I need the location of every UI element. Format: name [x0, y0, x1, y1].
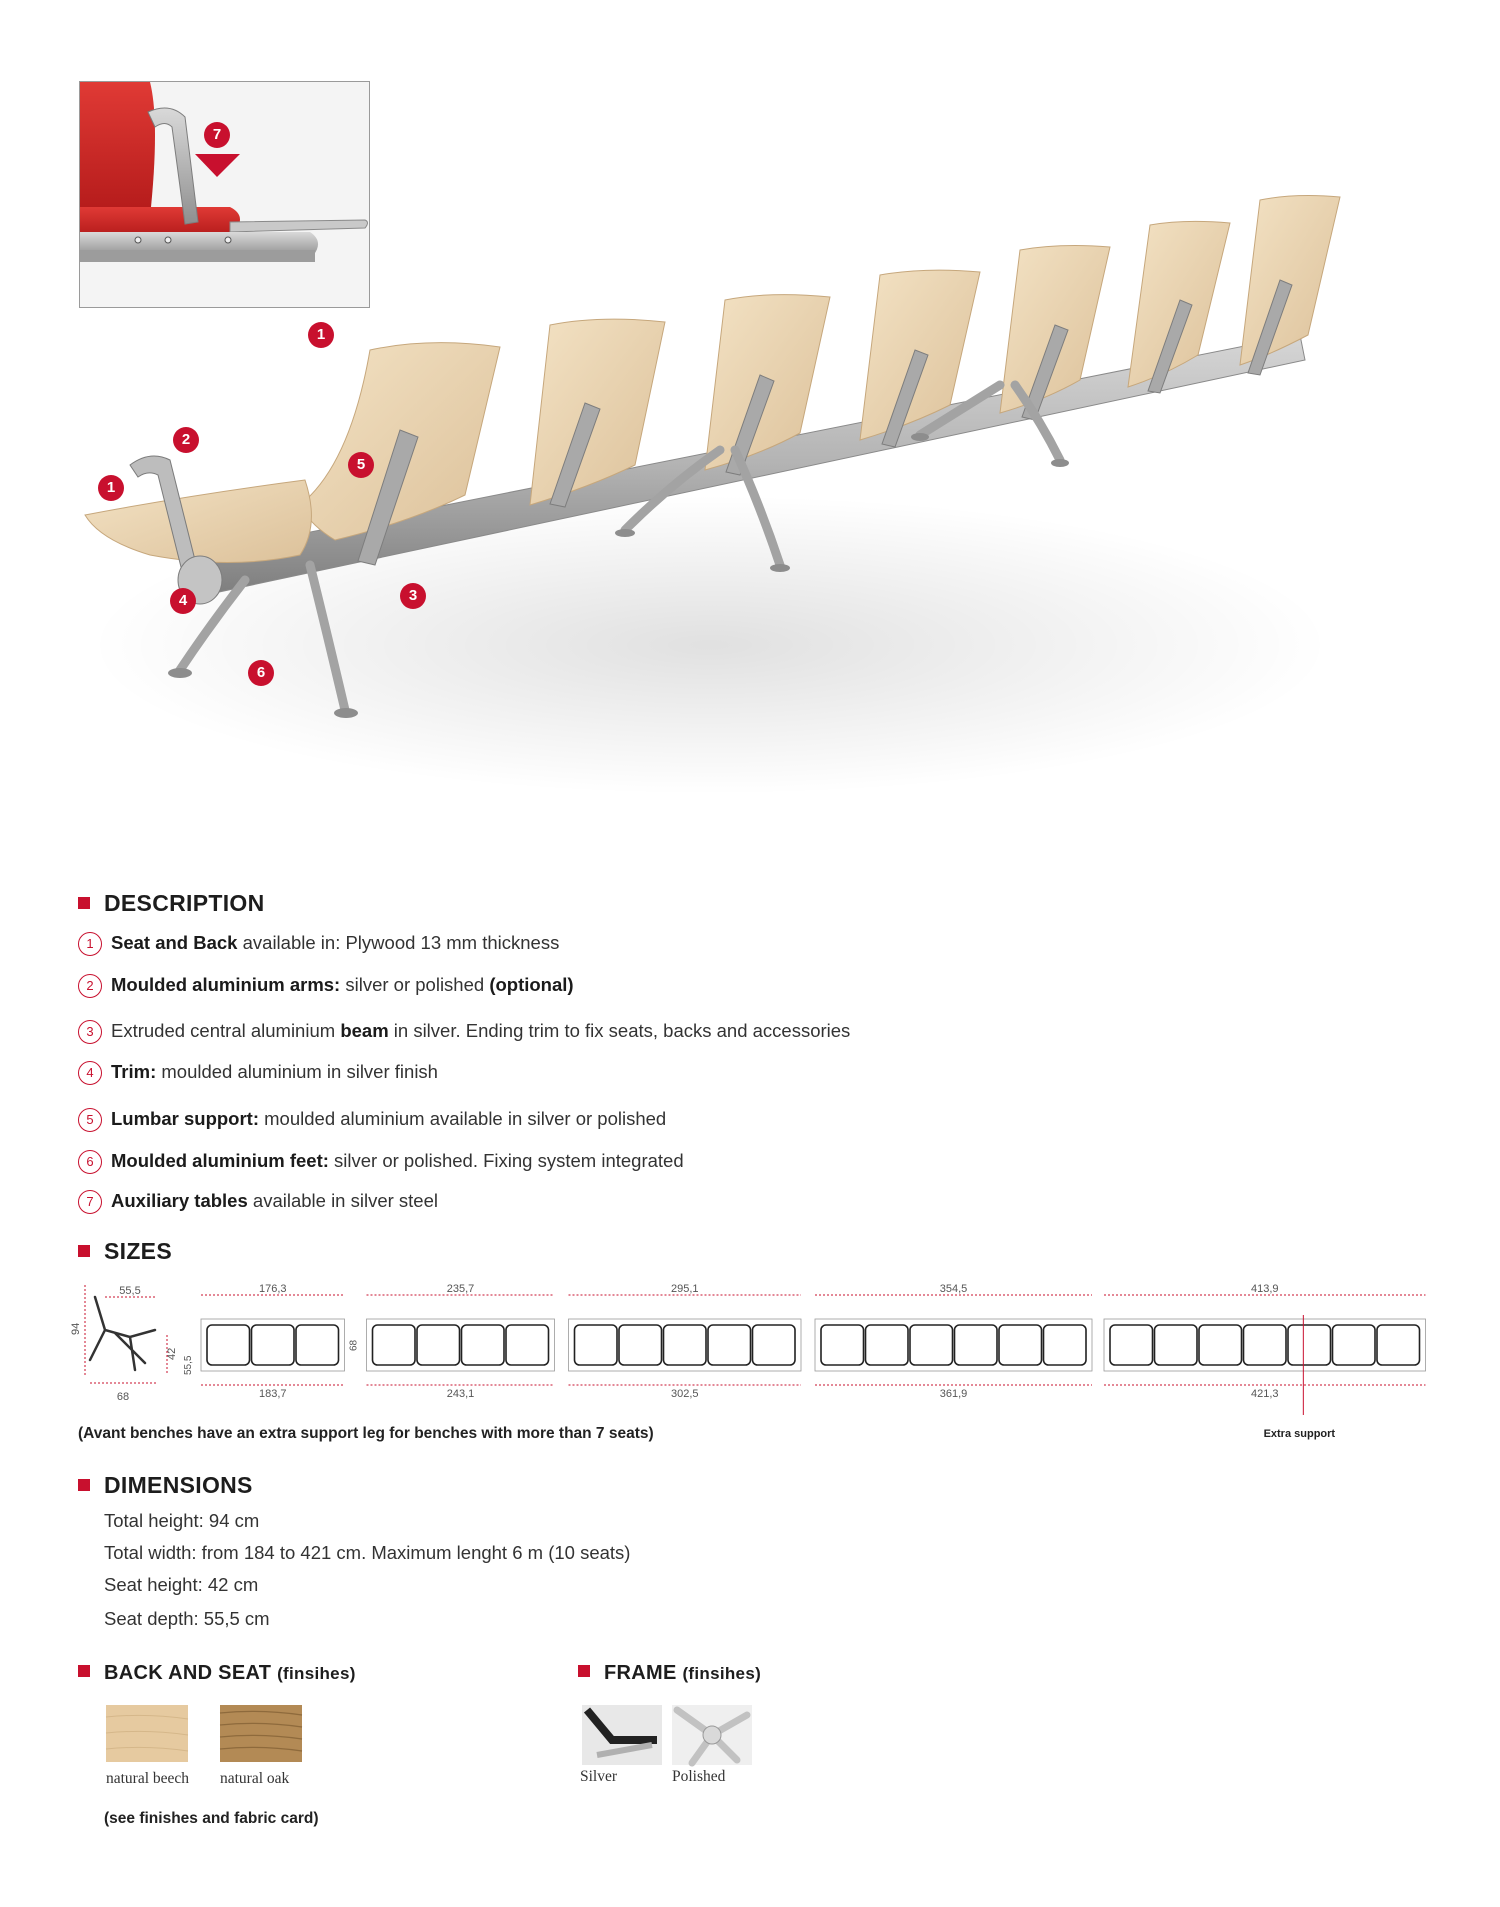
- bench-seat-icon: [999, 1325, 1042, 1365]
- bench-bottom-width-label: 361,9: [939, 1388, 968, 1400]
- bench-seat-icon: [866, 1325, 909, 1365]
- frame-heading: FRAME (finsihes): [578, 1662, 761, 1685]
- bench-side-height-label: 55,5: [183, 1355, 194, 1375]
- bench-seat-icon: [1155, 1325, 1198, 1365]
- back-seat-heading: BACK AND SEAT (finsihes): [78, 1662, 356, 1685]
- bench-seat-icon: [708, 1325, 751, 1365]
- description-item-1: 1 Seat and Back available in: Plywood 13 mm thickness: [78, 932, 559, 956]
- bench-seat-icon: [664, 1325, 707, 1365]
- swatch-natural-oak: [220, 1705, 302, 1762]
- sizes-diagram: [70, 1275, 1395, 1440]
- swatch-polished-frame: [672, 1705, 752, 1765]
- finishes-card-note: (see finishes and fabric card): [104, 1810, 319, 1827]
- dimension-seat-depth: Seat depth: 55,5 cm: [104, 1608, 270, 1629]
- description-item-3: 3 Extruded central aluminium beam in silver. Ending trim to fix seats, backs and accessories: [78, 1020, 850, 1044]
- bench-bottom-width-label: 421,3: [1250, 1388, 1279, 1400]
- bench-seat-icon: [252, 1325, 295, 1365]
- bench-bottom-width-label: 243,1: [446, 1388, 475, 1400]
- profile-depth-label: 68: [116, 1391, 130, 1403]
- red-square-icon: [78, 897, 90, 909]
- bench-seat-icon: [207, 1325, 250, 1365]
- swatch-label-silver: Silver: [580, 1768, 618, 1785]
- description-item-7: 7 Auxiliary tables available in silver steel: [78, 1190, 438, 1214]
- dimension-total-height: Total height: 94 cm: [104, 1510, 260, 1531]
- bench-seat-icon: [619, 1325, 662, 1365]
- dimension-seat-height: Seat height: 42 cm: [104, 1574, 259, 1595]
- red-square-icon: [78, 1479, 90, 1491]
- bench-side-depth-label: 68: [348, 1339, 360, 1351]
- bench-seat-icon: [462, 1325, 505, 1365]
- description-item-2: 2 Moulded aluminium arms: silver or polished (optional): [78, 974, 574, 998]
- sizes-note: (Avant benches have an extra support leg for benches with more than 7 seats): [78, 1425, 654, 1442]
- callout-7-badge: 7: [204, 122, 230, 148]
- swatch-natural-beech: [106, 1705, 188, 1762]
- swatch-label-polished: Polished: [672, 1768, 726, 1785]
- bench-seat-icon: [753, 1325, 796, 1365]
- side-profile-icon: [90, 1297, 155, 1370]
- bench-seat-icon: [1244, 1325, 1287, 1365]
- description-heading: DESCRIPTION: [78, 890, 264, 917]
- bench-top-width-label: 176,3: [258, 1283, 287, 1295]
- callout-3-beam-badge: 3: [400, 583, 426, 609]
- bench-seat-icon: [821, 1325, 864, 1365]
- red-square-icon: [78, 1245, 90, 1257]
- bench-seat-icon: [1288, 1325, 1331, 1365]
- swatch-silver-frame: [582, 1705, 662, 1765]
- swatch-label-beech: natural beech: [106, 1770, 190, 1787]
- bench-top-width-label: 295,1: [670, 1283, 699, 1295]
- bench-seat-icon: [1333, 1325, 1376, 1365]
- dimensions-heading: DIMENSIONS: [78, 1472, 253, 1499]
- bench-top-width-label: 235,7: [446, 1283, 475, 1295]
- bench-seat-icon: [1199, 1325, 1242, 1365]
- bench-seat-icon: [373, 1325, 416, 1365]
- bench-seat-icon: [417, 1325, 460, 1365]
- bench-bottom-width-label: 183,7: [258, 1388, 287, 1400]
- profile-seat-height-label: 42: [166, 1347, 178, 1360]
- description-item-5: 5 Lumbar support: moulded aluminium available in silver or polished: [78, 1108, 666, 1132]
- callout-5-lumbar-badge: 5: [348, 452, 374, 478]
- description-item-4: 4 Trim: moulded aluminium in silver finish: [78, 1061, 438, 1085]
- extra-support-label: Extra support: [1263, 1428, 1336, 1440]
- dimension-total-width: Total width: from 184 to 421 cm. Maximum lenght 6 m (10 seats): [104, 1542, 631, 1563]
- callout-2-arms-badge: 2: [173, 427, 199, 453]
- red-square-icon: [78, 1665, 90, 1677]
- callout-4-trim-badge: 4: [170, 588, 196, 614]
- callout-1-seat-badge: 1: [98, 475, 124, 501]
- bench-bottom-width-label: 302,5: [670, 1388, 699, 1400]
- callout-6-feet-badge: 6: [248, 660, 274, 686]
- profile-seat-depth-label: 55,5: [119, 1285, 141, 1297]
- bench-seat-icon: [1044, 1325, 1087, 1365]
- red-square-icon: [578, 1665, 590, 1677]
- bench-seat-icon: [1377, 1325, 1420, 1365]
- bench-seat-icon: [910, 1325, 953, 1365]
- swatch-label-oak: natural oak: [220, 1770, 290, 1787]
- profile-height-label: 94: [70, 1322, 82, 1335]
- bench-top-width-label: 413,9: [1250, 1283, 1279, 1295]
- description-item-6: 6 Moulded aluminium feet: silver or polished. Fixing system integrated: [78, 1150, 684, 1174]
- callout-1-back-badge: 1: [308, 322, 334, 348]
- bench-seat-icon: [955, 1325, 998, 1365]
- sizes-heading: SIZES: [78, 1238, 172, 1265]
- bench-seat-icon: [575, 1325, 618, 1365]
- bench-top-width-label: 354,5: [939, 1283, 968, 1295]
- bench-seat-icon: [296, 1325, 339, 1365]
- bench-seat-icon: [506, 1325, 549, 1365]
- bench-product-image: [70, 225, 1400, 885]
- bench-seat-icon: [1110, 1325, 1153, 1365]
